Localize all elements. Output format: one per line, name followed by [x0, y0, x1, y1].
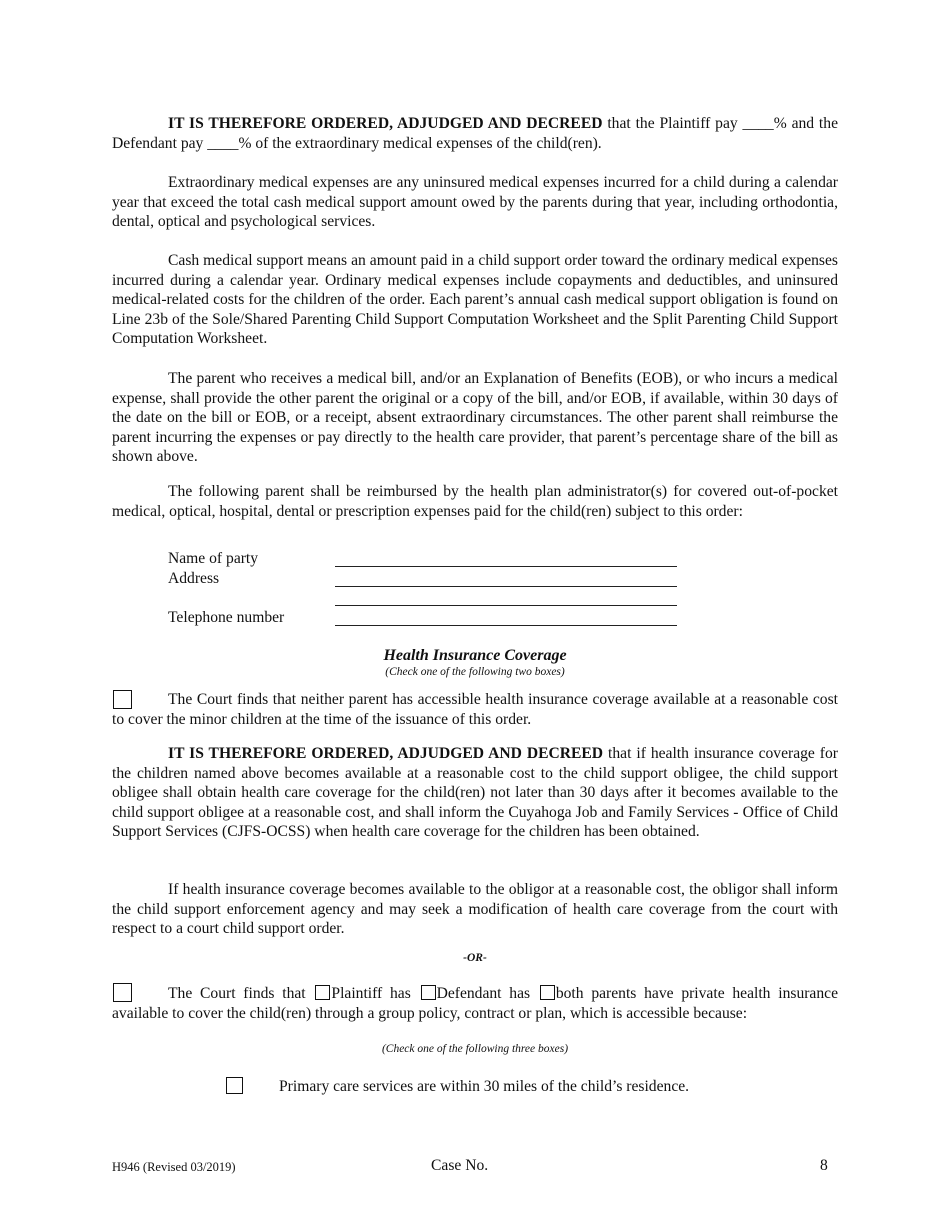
page-number: 8 — [820, 1157, 828, 1174]
order-paragraph — [112, 114, 838, 153]
plaintiff-option-label: Plaintiff has — [331, 985, 419, 1002]
private-insurance-paragraph — [112, 984, 838, 1023]
section-title: Health Insurance Coverage — [383, 647, 567, 664]
order-lead: IT IS THEREFORE ORDERED, ADJUDGED AND DECREED — [168, 115, 603, 132]
form-id: H946 (Revised 03/2019) — [112, 1160, 236, 1174]
or-separator: -OR- — [463, 952, 487, 964]
medical-bill-paragraph: The parent who receives a medical bill, and/or an Explanation of Benefits (EOB), or who incurs a medical expense, shall provide the other parent the original or a copy of the bill, and/or EOB, if available, within 30 days of the date on the bill or EOB, or a receipt, absent extraordinary circumstances. The other parent shall reimburse the parent incurring the expenses or pay directly to the health care provider, that parent’s percentage share of the bill as shown above. — [112, 370, 838, 466]
name-of-party-label: Name of party — [168, 550, 259, 567]
section-subtitle: (Check one of the following two boxes) — [385, 666, 565, 678]
both-parents-option-label: both parents have private health insurance available to cover the child(ren) through a group policy, contract or plan, which is accessible because: — [112, 985, 838, 1022]
obligor-paragraph: If health insurance coverage becomes available to the obligor at a reasonable cost, the obligor shall inform the child support enforcement agency and may seek a modification of health care coverage from the court with respect to a court child support order. — [112, 881, 838, 938]
telephone-label: Telephone number — [168, 609, 285, 626]
no-coverage-paragraph: The Court finds that neither parent has accessible health insurance coverage available at a reasonable cost to cover the minor children at the time of the issuance of this order. — [112, 691, 838, 728]
private-insurance-intro: The Court finds that — [168, 985, 314, 1002]
telephone-line[interactable] — [335, 625, 677, 626]
primary-care-checkbox[interactable] — [226, 1077, 243, 1094]
defendant-option-label: Defendant has — [436, 985, 538, 1002]
order2-text: that if health insurance coverage for the children named above becomes available at a reasonable cost to the child support obligee, the child support obligee shall obtain health care coverage for the child(ren) not later than 30 days after it becomes available to the child support obligee at a reasonable cost, and shall inform the Cuyahoga Job and Family Services - Office of Child Support Services (CJFS-OCSS) when health care coverage for the children has been obtained. — [112, 745, 838, 841]
reimbursement-paragraph: The following parent shall be reimbursed by the health plan administrator(s) for covered out-of-pocket medical, optical, hospital, dental or prescription expenses paid for the child(ren) subject to this order: — [112, 483, 838, 520]
order2-lead: IT IS THEREFORE ORDERED, ADJUDGED AND DECREED — [168, 745, 604, 762]
extraordinary-expenses-paragraph: Extraordinary medical expenses are any uninsured medical expenses incurred for a child during a calendar year that exceed the total cash medical support amount owed by the parents during that year, including orthodontia, dental, optical and psychological services. — [112, 174, 838, 231]
three-boxes-note: (Check one of the following three boxes) — [381, 1043, 569, 1055]
address-line-1[interactable] — [335, 586, 677, 587]
order-coverage-paragraph — [112, 744, 838, 842]
address-label: Address — [168, 570, 220, 587]
both-parents-checkbox[interactable] — [540, 985, 555, 1000]
name-of-party-line[interactable] — [335, 566, 677, 567]
primary-care-label: Primary care services are within 30 miles of the child’s residence. — [279, 1078, 690, 1095]
address-line-2[interactable] — [335, 605, 677, 606]
case-number-label: Case No. — [431, 1157, 489, 1174]
cash-medical-support-paragraph: Cash medical support means an amount paid in a child support order toward the ordinary medical expenses incurred during a calendar year. Ordinary medical expenses include copayments and deductibles, and uninsured medical-related costs for the children of the order. Each parent’s annual cash medical support obligation is found on Line 23b of the Sole/Shared Parenting Child Support Computation Worksheet and the Split Parenting Child Support Computation Worksheet. — [112, 252, 838, 348]
defendant-checkbox[interactable] — [421, 985, 436, 1000]
order-text: that the Plaintiff pay ____% and the Defendant pay ____% of the extraordinary medical expenses of the child(ren). — [112, 115, 838, 152]
plaintiff-checkbox[interactable] — [315, 985, 330, 1000]
